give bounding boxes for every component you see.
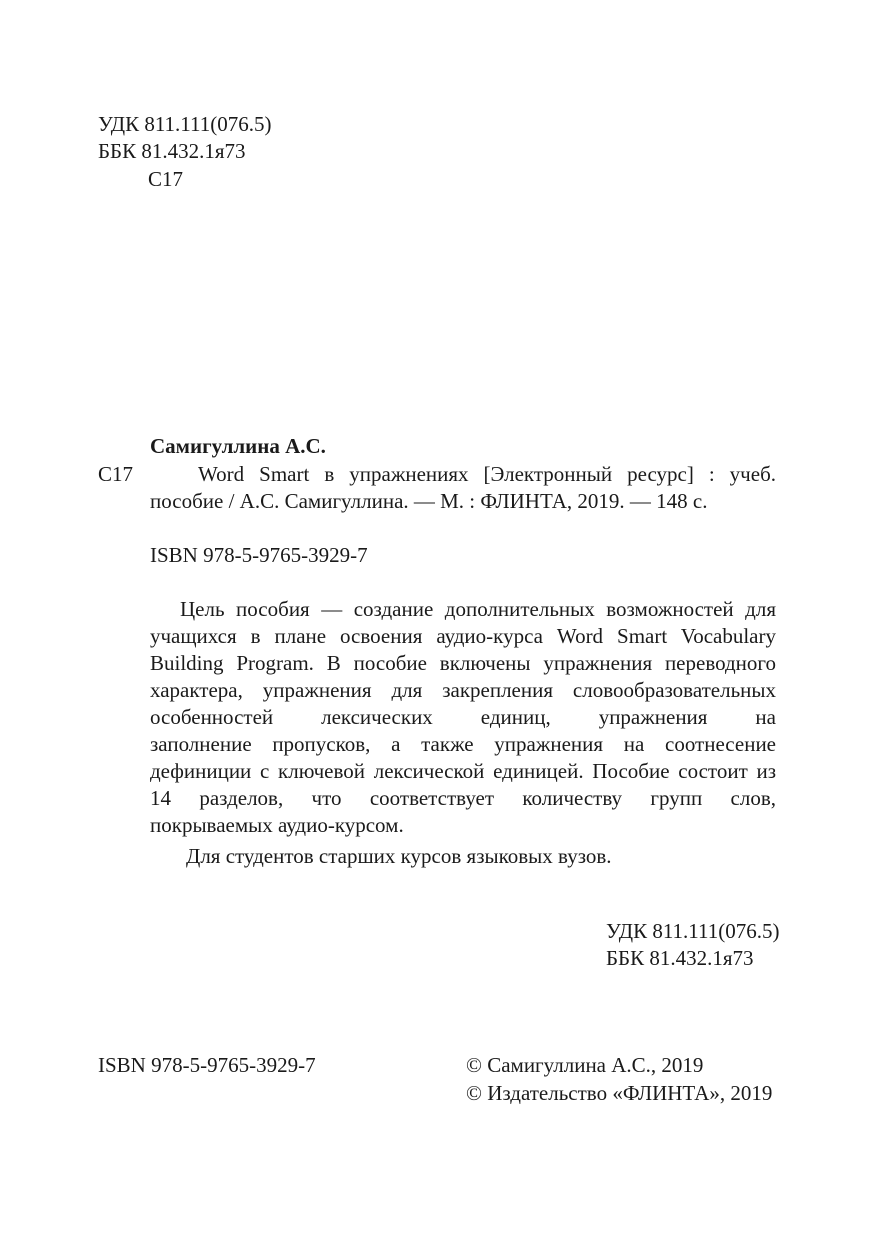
annotation-audience: Для студентов старших курсов языковых вузов. <box>186 844 612 868</box>
annotation-line: покрываемых аудио-курсом. <box>150 813 404 837</box>
annotation-line: дефиниции с ключевой лексической единицей. Пособие состоит из <box>150 759 776 783</box>
footer-isbn: ISBN 978-5-9765-3929-7 <box>98 1053 316 1077</box>
header-author-mark: С17 <box>148 167 184 191</box>
header-udk: УДК 811.111(076.5) <box>98 112 272 136</box>
footer-copyright-publisher: © Издательство «ФЛИНТА», 2019 <box>466 1081 773 1105</box>
annotation-line: 14 разделов, что соответствует количеству групп слов, <box>150 786 776 810</box>
classification-bbk: ББК 81.432.1я73 <box>606 946 754 970</box>
annotation-line: характера, упражнения для закрепления словообразовательных <box>150 678 776 702</box>
annotation <box>150 596 776 839</box>
classification-udk: УДК 811.111(076.5) <box>606 919 780 943</box>
record-mark: С17 <box>98 462 134 486</box>
record-title-line-1: Word Smart в упражнениях [Электронный ресурс] : учеб. <box>198 462 776 486</box>
annotation-line: учащихся в плане освоения аудио-курса Word Smart Vocabulary <box>150 624 776 648</box>
record-isbn: ISBN 978-5-9765-3929-7 <box>150 543 368 567</box>
footer-copyright-author: © Самигуллина А.С., 2019 <box>466 1053 704 1077</box>
annotation-line: Цель пособия — создание дополнительных возможностей для <box>180 597 776 621</box>
header-bbk: ББК 81.432.1я73 <box>98 139 246 163</box>
record-author: Самигуллина А.С. <box>150 434 326 458</box>
record-title-line-2: пособие / А.С. Самигуллина. — М. : ФЛИНТА, 2019. — 148 с. <box>150 489 708 513</box>
annotation-line: особенностей лексических единиц, упражнения на <box>150 705 776 729</box>
record-title <box>150 461 776 515</box>
annotation-line: заполнение пропусков, а также упражнения на соотнесение <box>150 732 776 756</box>
annotation-line: Building Program. В пособие включены упражнения переводного <box>150 651 776 675</box>
